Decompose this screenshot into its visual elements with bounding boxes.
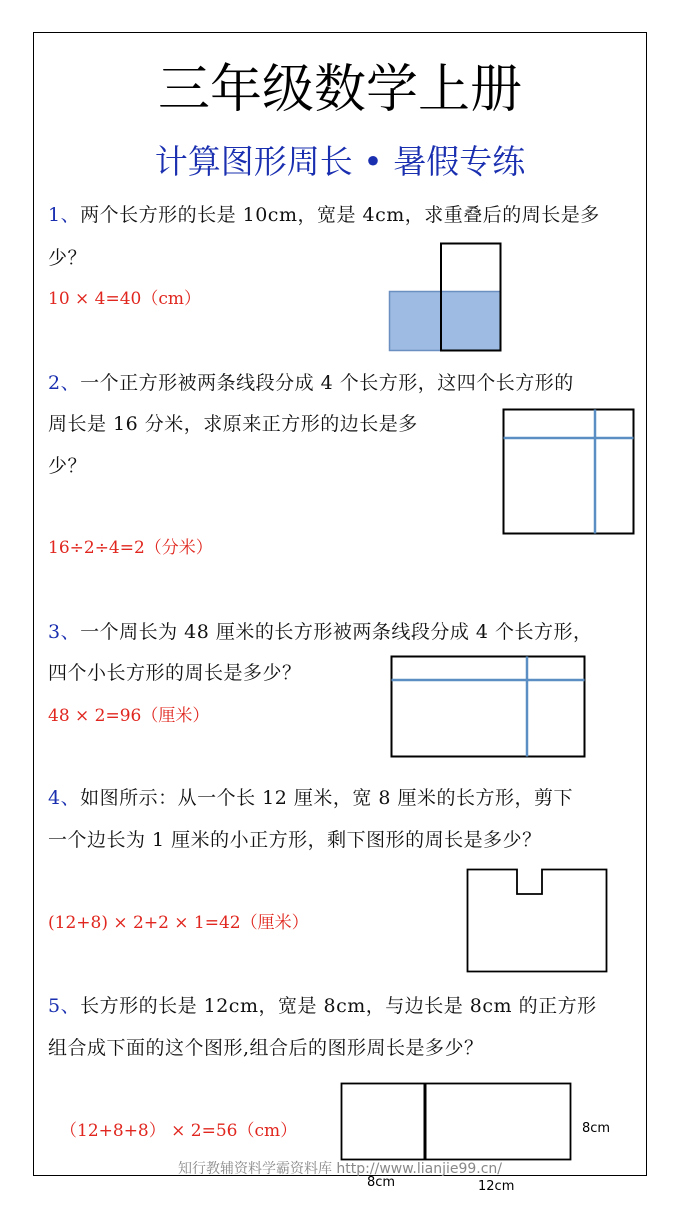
question-5-line-1 bbox=[48, 994, 597, 1018]
question-text: 如图所示：从一个长 12 厘米，宽 8 厘米的长方形，剪下 bbox=[80, 787, 574, 809]
answer-1: 10 × 4=40（cm） bbox=[48, 289, 202, 309]
question-3-line-1 bbox=[48, 620, 593, 644]
figure-combined-shape bbox=[340, 1082, 574, 1162]
question-number: 1、 bbox=[48, 204, 81, 226]
question-text: 两个长方形的长是 10cm，宽是 4cm，求重叠后的周长是多 bbox=[80, 204, 600, 226]
figure-notched-rectangle bbox=[466, 868, 610, 974]
page-subtitle: 计算图形周长 • 暑假专练 bbox=[154, 142, 526, 181]
question-2-line-1 bbox=[48, 371, 574, 395]
question-text: 一个正方形被两条线段分成 4 个长方形，这四个长方形的 bbox=[80, 372, 574, 394]
answer-3: 48 × 2=96（厘米） bbox=[48, 706, 210, 726]
footer-watermark: 知行教辅资料学霸资料库 http://www.lianjie99.cn/ bbox=[177, 1161, 503, 1177]
question-5-line-2: 组合成下面的这个图形,组合后的图形周长是多少？ bbox=[48, 1037, 484, 1059]
label-right-width-12cm: 12cm bbox=[478, 1179, 515, 1194]
combined-outline bbox=[342, 1084, 571, 1160]
question-4-line-2: 一个边长为 1 厘米的小正方形，剩下图形的周长是多少？ bbox=[48, 829, 542, 851]
rectangle-outline bbox=[392, 657, 585, 757]
label-left-width-8cm: 8cm bbox=[367, 1175, 396, 1190]
square-outline bbox=[504, 410, 634, 534]
question-1-line-1 bbox=[48, 203, 600, 227]
question-text: 长方形的长是 12cm，宽是 8cm，与边长是 8cm 的正方形 bbox=[80, 995, 597, 1017]
notched-rectangle-outline bbox=[468, 870, 607, 972]
page-title: 三年级数学上册 bbox=[157, 60, 522, 120]
question-4-line-1 bbox=[48, 786, 573, 810]
figure-divided-rectangle bbox=[390, 655, 587, 759]
question-number: 3、 bbox=[48, 621, 81, 643]
answer-4: (12+8) × 2+2 × 1=42（厘米） bbox=[48, 913, 309, 933]
question-1-line-2: 少？ bbox=[48, 247, 88, 269]
figure-overlapping-rectangles bbox=[388, 242, 504, 354]
label-height-8cm: 8cm bbox=[582, 1121, 611, 1136]
answer-2: 16÷2÷4=2（分米） bbox=[48, 538, 213, 558]
horizontal-rectangle bbox=[390, 292, 501, 351]
question-text: 一个周长为 48 厘米的长方形被两条线段分成 4 个长方形， bbox=[80, 621, 593, 643]
question-2-line-3: 少？ bbox=[48, 455, 88, 477]
question-number: 5、 bbox=[48, 995, 81, 1017]
question-number: 2、 bbox=[48, 372, 81, 394]
answer-5: （12+8+8） × 2=56（cm） bbox=[60, 1121, 298, 1141]
question-number: 4、 bbox=[48, 787, 81, 809]
question-3-line-2: 四个小长方形的周长是多少？ bbox=[48, 662, 302, 684]
question-2-line-2: 周长是 16 分米，求原来正方形的边长是多 bbox=[48, 413, 418, 435]
figure-divided-square bbox=[502, 408, 636, 536]
